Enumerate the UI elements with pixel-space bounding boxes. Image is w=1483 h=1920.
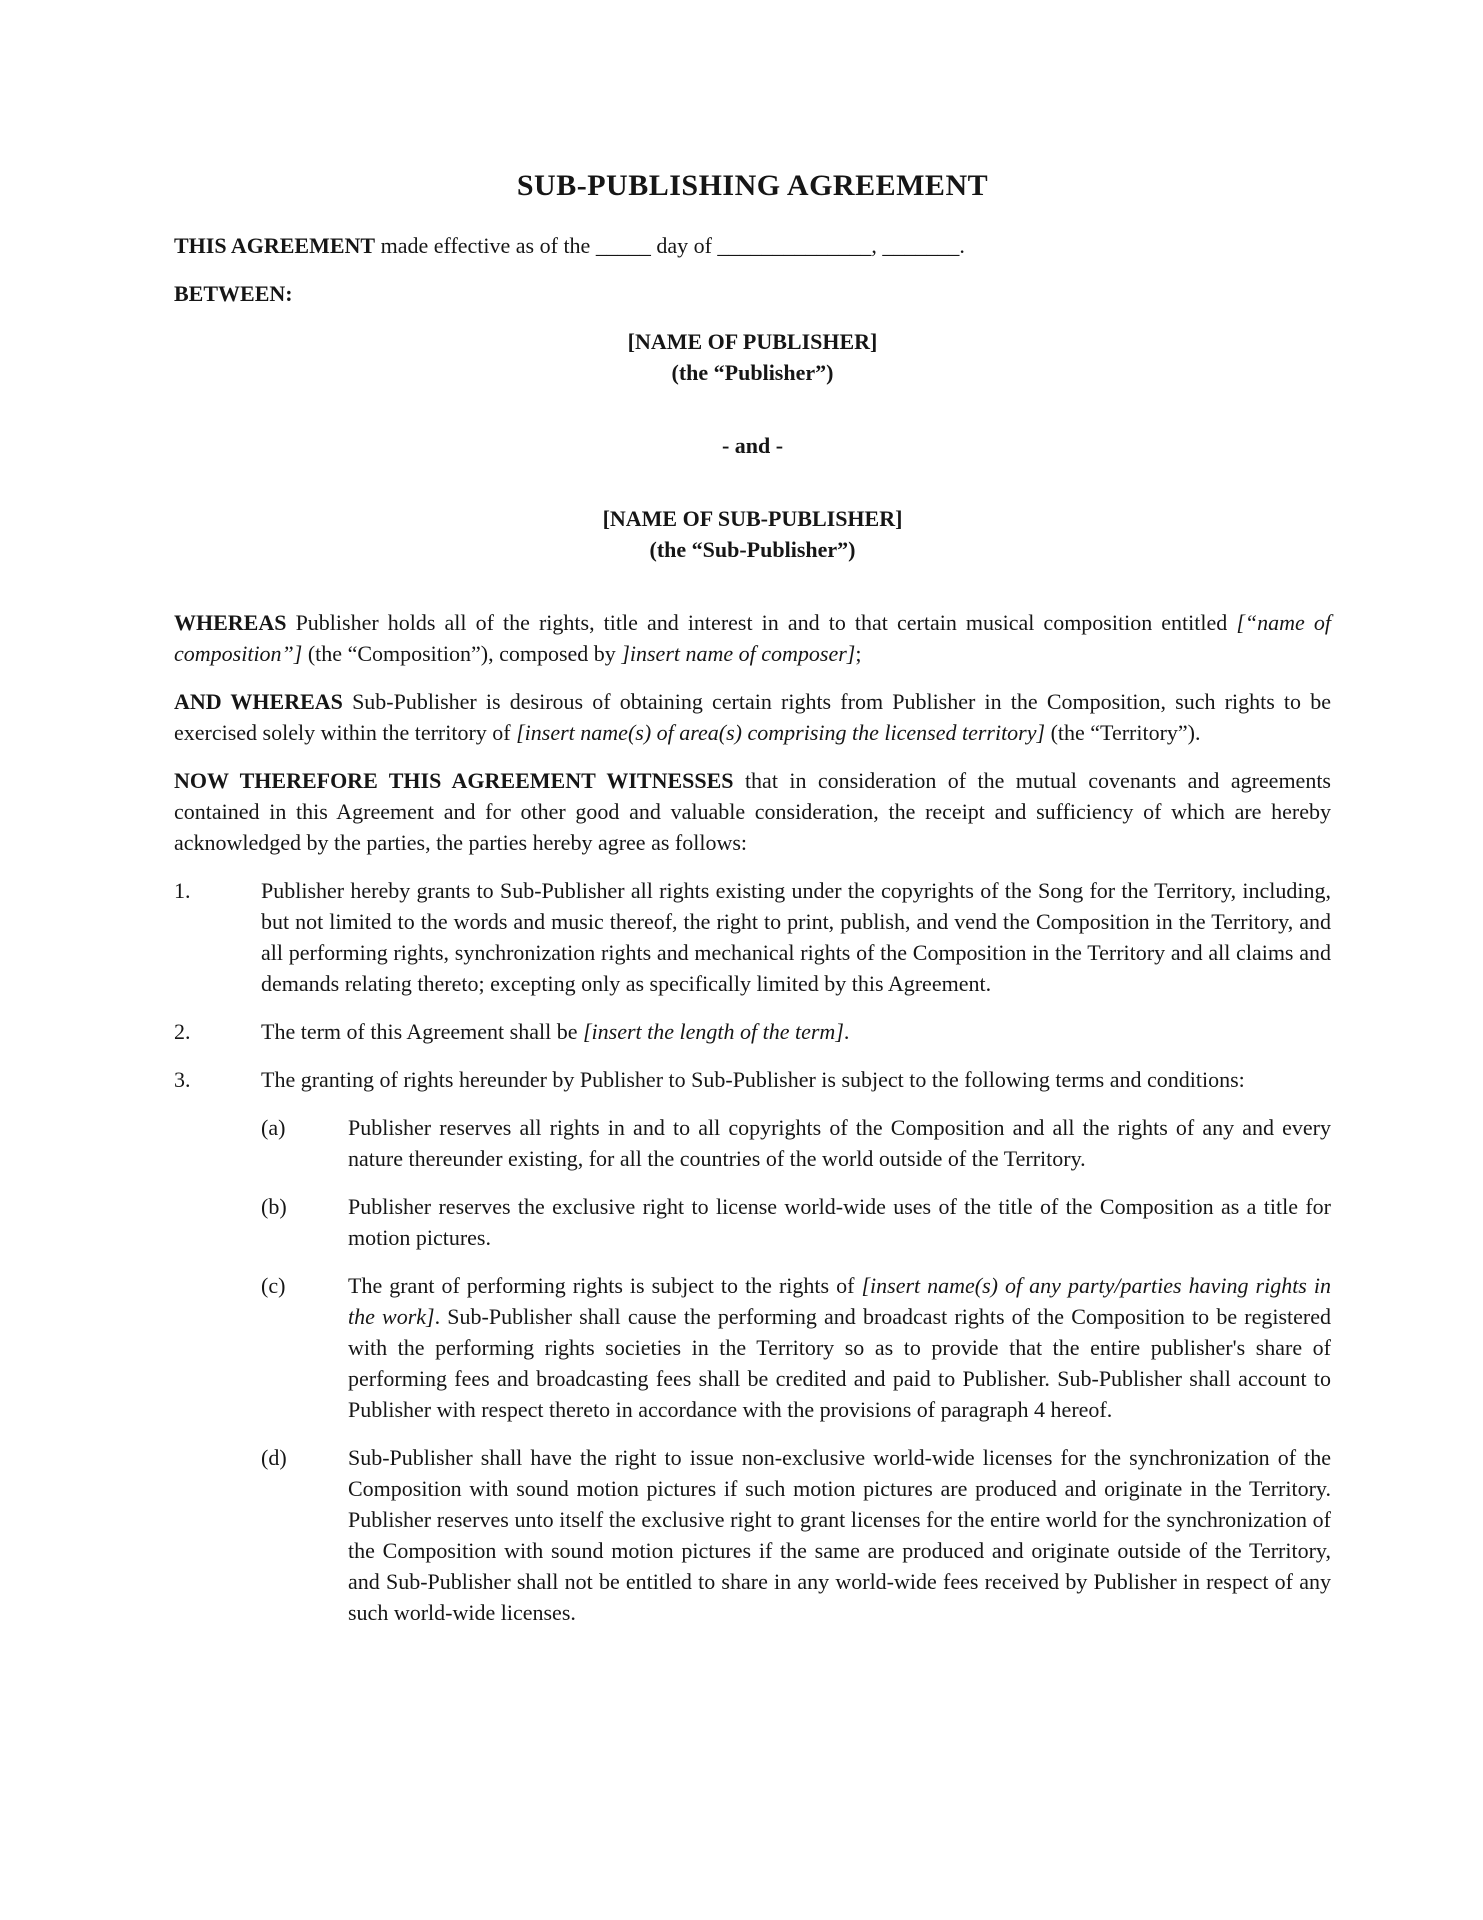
subclause-text bbox=[348, 1270, 1331, 1425]
subclause-c bbox=[261, 1270, 1331, 1425]
subpublisher-name: [NAME OF SUB-PUBLISHER] bbox=[602, 506, 903, 531]
subclause-d bbox=[261, 1442, 1331, 1628]
clause-text: Publisher hereby grants to Sub-Publisher all rights existing under the copyrights of the Song for the Territory, including, but not limited to the words and music thereof, the right to print, publish, and vend the Composition in the Territory, and all performing rights, synchronization rights and mechanical rights of the Composition in the Territory and all claims and demands relating thereto; excepting only as specifically limited by this Agreement. bbox=[261, 878, 1331, 996]
party-separator-text: - and - bbox=[721, 433, 784, 458]
subclause-a bbox=[261, 1112, 1331, 1174]
intro-text: , bbox=[871, 233, 883, 258]
subclause-text: Publisher reserves the exclusive right to license world-wide uses of the title of the Composition as a title for motion pictures. bbox=[348, 1194, 1331, 1250]
parties-rights-placeholder: [insert name(s) of any party/parties having rights in the work] bbox=[348, 1273, 1332, 1329]
whereas-text: (the “Composition”), composed by bbox=[302, 641, 622, 666]
now-therefore-text: that in consideration of the mutual covenants and agreements contained in this Agreement and for other good and valuable consideration, the receipt and sufficiency of which are hereby acknowledged by the parties, the parties hereby agree as follows: bbox=[174, 768, 1331, 855]
subclause-letter: (d) bbox=[261, 1445, 287, 1470]
and-whereas-paragraph bbox=[174, 686, 1331, 748]
party-separator bbox=[174, 430, 1331, 461]
clause-text: The granting of rights hereunder by Publisher to Sub-Publisher is subject to the following terms and conditions: bbox=[261, 1067, 1245, 1092]
document-title: SUB-PUBLISHING AGREEMENT bbox=[516, 169, 989, 202]
subclause-text: Publisher reserves all rights in and to all copyrights of the Composition and all the rights of any and every nature thereunder existing, for all the countries of the world outside of the Territory. bbox=[348, 1115, 1331, 1171]
clause-2-text: The term of this Agreement shall be bbox=[261, 1019, 583, 1044]
year-blank-line: _______ bbox=[882, 233, 960, 258]
subclause-c-text: . Sub-Publisher shall cause the performing and broadcast rights of the Composition to be registered with the performing rights societies in the Territory so as to provide that the entire publisher's share of performing fees and broadcasting fees shall be credited and paid to Publisher. Sub-Publisher shall account to Publisher with respect thereto in accordance with the provisions of paragraph 4 hereof. bbox=[348, 1304, 1331, 1422]
publisher-alias: (the “Publisher”) bbox=[671, 360, 834, 385]
subclause-c-text: The grant of performing rights is subject to the rights of bbox=[348, 1273, 862, 1298]
composer-placeholder: ]insert name of composer] bbox=[621, 641, 856, 666]
term-placeholder: [insert the length of the term] bbox=[582, 1019, 844, 1044]
whereas-lead: WHEREAS bbox=[174, 610, 287, 635]
subclause-letter: (b) bbox=[261, 1194, 287, 1219]
whereas-text: ; bbox=[855, 641, 862, 666]
subpublisher-alias: (the “Sub-Publisher”) bbox=[649, 537, 856, 562]
whereas-text: Publisher holds all of the rights, title and interest in and to that certain musical composition entitled bbox=[286, 610, 1237, 635]
subclause-text: Sub-Publisher shall have the right to issue non-exclusive world-wide licenses for the synchronization of the Composition with sound motion pictures if such motion pictures are produced and originate in the Territory. Publisher reserves unto itself the exclusive right to grant licenses for the entire world for the synchronization of the Composition with sound motion pictures if the same are produced and originate outside of the Territory, and Sub-Publisher shall not be entitled to share in any world-wide fees received by Publisher in respect of any such world-wide licenses. bbox=[348, 1445, 1331, 1625]
whereas-paragraph bbox=[174, 607, 1331, 669]
and-whereas-text: Sub-Publisher is desirous of obtaining certain rights from Publisher in the Composition, such rights to be exercised solely within the territory of bbox=[174, 689, 1331, 745]
month-blank-line: ______________ bbox=[717, 233, 872, 258]
clause-1 bbox=[174, 875, 1331, 999]
now-therefore-lead: NOW THEREFORE THIS AGREEMENT WITNESSES bbox=[174, 768, 734, 793]
day-blank-line: _____ bbox=[595, 233, 651, 258]
subclause-letter: (a) bbox=[261, 1115, 286, 1140]
subclause-letter: (c) bbox=[261, 1273, 286, 1298]
intro-text: day of bbox=[650, 233, 718, 258]
clause-number: 2. bbox=[174, 1019, 191, 1044]
subclause-b bbox=[261, 1191, 1331, 1253]
clause-2 bbox=[174, 1016, 1331, 1047]
clause-number: 1. bbox=[174, 878, 191, 903]
clause-2-text: . bbox=[843, 1019, 850, 1044]
between-label bbox=[174, 278, 1331, 309]
composition-placeholder: [“name of composition”] bbox=[174, 610, 1332, 666]
intro-text: . bbox=[959, 233, 965, 258]
subpublisher-party-block bbox=[174, 503, 1331, 565]
now-therefore-paragraph bbox=[174, 765, 1331, 858]
and-whereas-lead: AND WHEREAS bbox=[174, 689, 343, 714]
and-whereas-text: (the “Territory”). bbox=[1045, 720, 1201, 745]
clause-3 bbox=[174, 1064, 1331, 1095]
territory-placeholder: [insert name(s) of area(s) comprising the licensed territory] bbox=[516, 720, 1046, 745]
clause-number: 3. bbox=[174, 1067, 191, 1092]
publisher-party-block bbox=[174, 326, 1331, 388]
clause-text bbox=[261, 1016, 1331, 1047]
publisher-name: [NAME OF PUBLISHER] bbox=[627, 329, 878, 354]
intro-paragraph bbox=[174, 230, 1331, 261]
intro-lead: THIS AGREEMENT bbox=[174, 233, 376, 258]
between-text: BETWEEN: bbox=[174, 281, 293, 306]
intro-text: made effective as of the bbox=[375, 233, 596, 258]
